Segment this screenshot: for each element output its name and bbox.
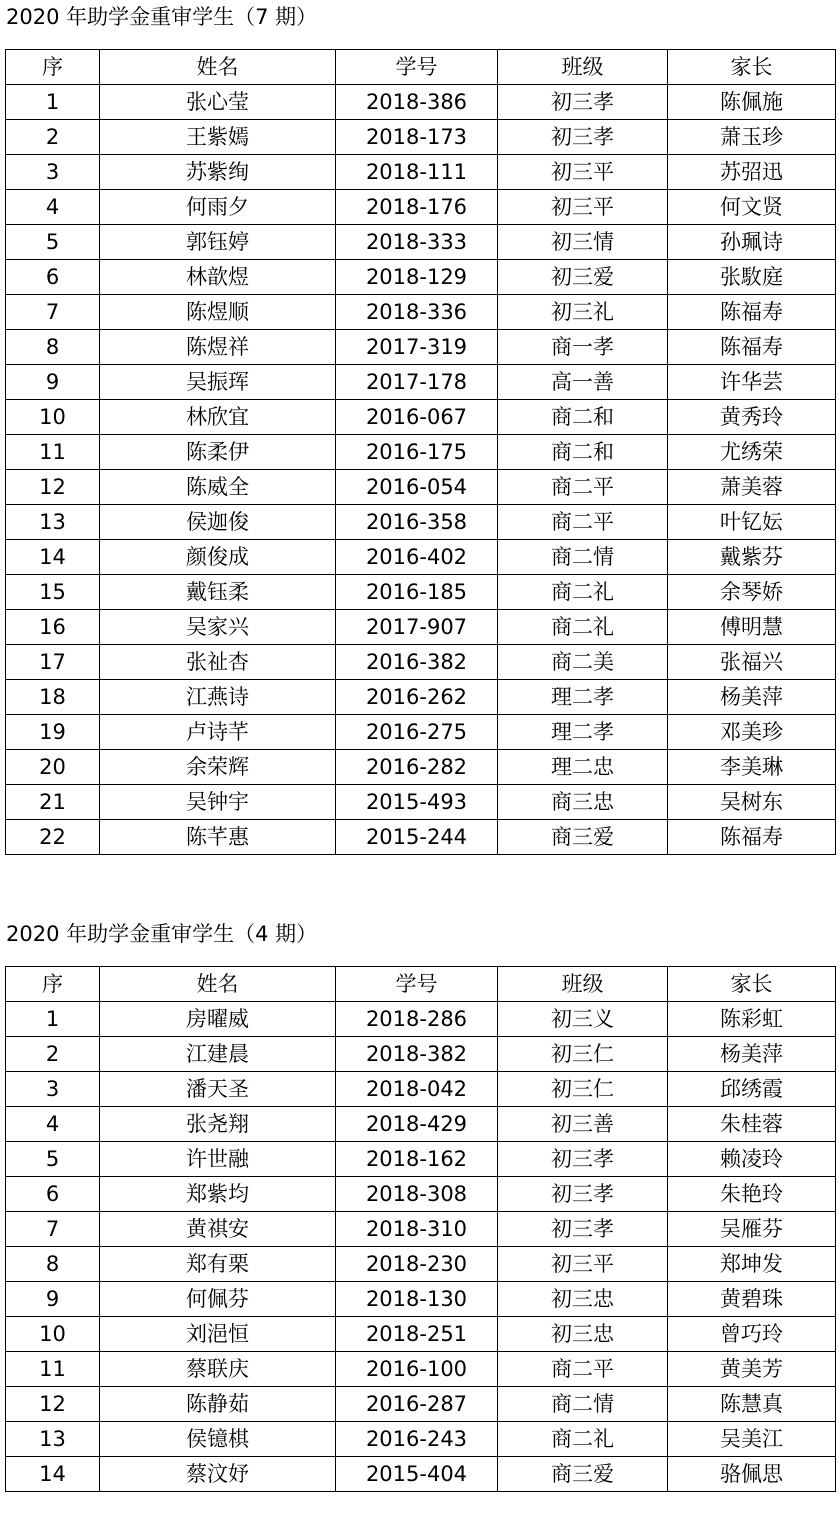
- cell-student-id: 2016-282: [336, 750, 498, 785]
- cell-student-id: 2015-404: [336, 1457, 498, 1492]
- cell-parent: 张駇庭: [668, 260, 836, 295]
- cell-index: 3: [6, 1072, 100, 1107]
- cell-parent: 孙珮诗: [668, 225, 836, 260]
- cell-student-name: 王紫嫣: [100, 120, 336, 155]
- header-parent: 家长: [668, 50, 836, 85]
- cell-index: 7: [6, 295, 100, 330]
- cell-student-name: 戴钰柔: [100, 575, 336, 610]
- cell-index: 14: [6, 540, 100, 575]
- cell-parent: 陈福寿: [668, 820, 836, 855]
- cell-class: 商二平: [498, 470, 668, 505]
- student-table-7: [5, 49, 836, 855]
- cell-parent: 陈福寿: [668, 295, 836, 330]
- header-class: 班级: [498, 967, 668, 1002]
- table-row: [6, 540, 836, 575]
- cell-student-id: 2018-251: [336, 1317, 498, 1352]
- cell-student-name: 张心莹: [100, 85, 336, 120]
- table-row: [6, 1072, 836, 1107]
- cell-student-id: 2018-286: [336, 1002, 498, 1037]
- cell-student-name: 郑紫均: [100, 1177, 336, 1212]
- cell-parent: 黄碧珠: [668, 1282, 836, 1317]
- cell-student-id: 2016-100: [336, 1352, 498, 1387]
- cell-student-id: 2016-262: [336, 680, 498, 715]
- cell-parent: 吴美江: [668, 1422, 836, 1457]
- cell-student-id: 2015-493: [336, 785, 498, 820]
- cell-class: 初三平: [498, 190, 668, 225]
- cell-class: 初三孝: [498, 1177, 668, 1212]
- cell-student-name: 房曜威: [100, 1002, 336, 1037]
- cell-parent: 何文贤: [668, 190, 836, 225]
- cell-student-id: 2018-336: [336, 295, 498, 330]
- table-row: [6, 435, 836, 470]
- table-row: [6, 645, 836, 680]
- cell-parent: 杨美萍: [668, 680, 836, 715]
- header-index: 序: [6, 967, 100, 1002]
- cell-index: 17: [6, 645, 100, 680]
- table-row: [6, 1177, 836, 1212]
- section-title-4: 2020 年助学金重审学生（4 期）: [6, 922, 318, 946]
- cell-class: 商二情: [498, 540, 668, 575]
- cell-student-name: 卢诗芊: [100, 715, 336, 750]
- cell-student-id: 2018-130: [336, 1282, 498, 1317]
- header-parent: 家长: [668, 967, 836, 1002]
- cell-class: 商二情: [498, 1387, 668, 1422]
- cell-parent: 曾巧玲: [668, 1317, 836, 1352]
- table-row: [6, 575, 836, 610]
- cell-student-id: 2016-067: [336, 400, 498, 435]
- cell-student-name: 颜俊成: [100, 540, 336, 575]
- cell-parent: 赖凌玲: [668, 1142, 836, 1177]
- cell-index: 11: [6, 1352, 100, 1387]
- cell-index: 10: [6, 1317, 100, 1352]
- cell-parent: 吴雁芬: [668, 1212, 836, 1247]
- cell-student-name: 陈芊惠: [100, 820, 336, 855]
- cell-index: 2: [6, 120, 100, 155]
- cell-index: 12: [6, 1387, 100, 1422]
- cell-class: 初三爱: [498, 260, 668, 295]
- cell-student-name: 吴钟宇: [100, 785, 336, 820]
- cell-class: 商三忠: [498, 785, 668, 820]
- table-row: [6, 85, 836, 120]
- cell-index: 10: [6, 400, 100, 435]
- table-row: [6, 295, 836, 330]
- cell-class: 初三孝: [498, 120, 668, 155]
- cell-class: 初三情: [498, 225, 668, 260]
- cell-student-id: 2016-243: [336, 1422, 498, 1457]
- cell-student-id: 2017-319: [336, 330, 498, 365]
- table-row: [6, 470, 836, 505]
- cell-parent: 戴紫芬: [668, 540, 836, 575]
- table-row: [6, 1387, 836, 1422]
- cell-student-id: 2018-176: [336, 190, 498, 225]
- cell-index: 6: [6, 260, 100, 295]
- cell-class: 商二和: [498, 435, 668, 470]
- cell-student-id: 2018-230: [336, 1247, 498, 1282]
- cell-student-id: 2016-185: [336, 575, 498, 610]
- cell-class: 商二礼: [498, 1422, 668, 1457]
- cell-student-id: 2015-244: [336, 820, 498, 855]
- cell-student-id: 2016-287: [336, 1387, 498, 1422]
- cell-parent: 黄秀玲: [668, 400, 836, 435]
- table-row: [6, 1002, 836, 1037]
- cell-student-name: 林歆煜: [100, 260, 336, 295]
- cell-student-name: 潘天圣: [100, 1072, 336, 1107]
- cell-student-name: 苏紫绚: [100, 155, 336, 190]
- cell-student-id: 2018-173: [336, 120, 498, 155]
- cell-parent: 傅明慧: [668, 610, 836, 645]
- cell-parent: 陈慧真: [668, 1387, 836, 1422]
- cell-class: 商二美: [498, 645, 668, 680]
- cell-student-name: 张尧翔: [100, 1107, 336, 1142]
- cell-class: 初三孝: [498, 1142, 668, 1177]
- cell-index: 7: [6, 1212, 100, 1247]
- cell-index: 13: [6, 1422, 100, 1457]
- table-row: [6, 1142, 836, 1177]
- table-row: [6, 365, 836, 400]
- cell-class: 初三礼: [498, 295, 668, 330]
- cell-parent: 陈佩施: [668, 85, 836, 120]
- header-name: 姓名: [100, 967, 336, 1002]
- cell-parent: 张福兴: [668, 645, 836, 680]
- cell-class: 高一善: [498, 365, 668, 400]
- cell-student-name: 陈煜祥: [100, 330, 336, 365]
- cell-index: 6: [6, 1177, 100, 1212]
- cell-index: 1: [6, 85, 100, 120]
- cell-student-name: 何佩芬: [100, 1282, 336, 1317]
- table-row: [6, 1282, 836, 1317]
- cell-student-id: 2018-333: [336, 225, 498, 260]
- student-table-4: [5, 966, 836, 1492]
- table-row: [6, 715, 836, 750]
- cell-parent: 萧玉珍: [668, 120, 836, 155]
- cell-student-id: 2018-308: [336, 1177, 498, 1212]
- cell-student-name: 陈煜顺: [100, 295, 336, 330]
- cell-index: 12: [6, 470, 100, 505]
- cell-parent: 郑坤发: [668, 1247, 836, 1282]
- header-name: 姓名: [100, 50, 336, 85]
- table-row: [6, 1212, 836, 1247]
- header-student-id: 学号: [336, 967, 498, 1002]
- cell-parent: 苏弨迅: [668, 155, 836, 190]
- cell-class: 初三仁: [498, 1072, 668, 1107]
- table-row: [6, 785, 836, 820]
- cell-class: 初三忠: [498, 1282, 668, 1317]
- table-row: [6, 820, 836, 855]
- cell-student-id: 2016-402: [336, 540, 498, 575]
- cell-class: 初三平: [498, 155, 668, 190]
- cell-student-id: 2018-129: [336, 260, 498, 295]
- cell-parent: 萧美蓉: [668, 470, 836, 505]
- cell-class: 理二孝: [498, 715, 668, 750]
- cell-student-name: 陈静茹: [100, 1387, 336, 1422]
- cell-class: 初三善: [498, 1107, 668, 1142]
- cell-index: 15: [6, 575, 100, 610]
- cell-class: 商三爱: [498, 1457, 668, 1492]
- cell-class: 初三义: [498, 1002, 668, 1037]
- cell-index: 20: [6, 750, 100, 785]
- cell-parent: 杨美萍: [668, 1037, 836, 1072]
- table-row: [6, 190, 836, 225]
- cell-student-name: 侯迦俊: [100, 505, 336, 540]
- table-row: [6, 400, 836, 435]
- cell-index: 11: [6, 435, 100, 470]
- table-row: [6, 1247, 836, 1282]
- cell-index: 22: [6, 820, 100, 855]
- cell-student-name: 陈威全: [100, 470, 336, 505]
- cell-student-name: 何雨夕: [100, 190, 336, 225]
- cell-parent: 余琴娇: [668, 575, 836, 610]
- cell-student-name: 江建晨: [100, 1037, 336, 1072]
- table-row: [6, 1457, 836, 1492]
- cell-class: 初三平: [498, 1247, 668, 1282]
- cell-class: 初三忠: [498, 1317, 668, 1352]
- cell-index: 4: [6, 1107, 100, 1142]
- table-row: [6, 505, 836, 540]
- table-header-row: [6, 50, 836, 85]
- header-index: 序: [6, 50, 100, 85]
- cell-parent: 尤绣荣: [668, 435, 836, 470]
- section-title-7: 2020 年助学金重审学生（7 期）: [6, 5, 318, 29]
- cell-index: 21: [6, 785, 100, 820]
- cell-class: 初三孝: [498, 1212, 668, 1247]
- cell-index: 8: [6, 330, 100, 365]
- table-row: [6, 1037, 836, 1072]
- cell-student-id: 2018-162: [336, 1142, 498, 1177]
- cell-student-name: 刘浥恒: [100, 1317, 336, 1352]
- cell-student-id: 2016-358: [336, 505, 498, 540]
- cell-student-id: 2018-386: [336, 85, 498, 120]
- cell-index: 16: [6, 610, 100, 645]
- cell-index: 8: [6, 1247, 100, 1282]
- cell-student-id: 2017-907: [336, 610, 498, 645]
- cell-index: 5: [6, 225, 100, 260]
- cell-class: 商二平: [498, 1352, 668, 1387]
- cell-class: 商二礼: [498, 610, 668, 645]
- table-row: [6, 750, 836, 785]
- cell-student-id: 2018-111: [336, 155, 498, 190]
- cell-class: 商二平: [498, 505, 668, 540]
- cell-index: 2: [6, 1037, 100, 1072]
- cell-parent: 邓美珍: [668, 715, 836, 750]
- cell-student-id: 2018-310: [336, 1212, 498, 1247]
- table-row: [6, 260, 836, 295]
- cell-parent: 叶钇妘: [668, 505, 836, 540]
- cell-student-name: 郑有栗: [100, 1247, 336, 1282]
- cell-student-name: 黄祺安: [100, 1212, 336, 1247]
- table-row: [6, 330, 836, 365]
- table-row: [6, 120, 836, 155]
- cell-parent: 许华芸: [668, 365, 836, 400]
- cell-index: 18: [6, 680, 100, 715]
- cell-parent: 吴树东: [668, 785, 836, 820]
- cell-student-name: 江燕诗: [100, 680, 336, 715]
- table-row: [6, 1422, 836, 1457]
- cell-parent: 李美琳: [668, 750, 836, 785]
- cell-student-name: 陈柔伊: [100, 435, 336, 470]
- cell-student-name: 郭钰婷: [100, 225, 336, 260]
- table-row: [6, 610, 836, 645]
- cell-student-name: 吴振珲: [100, 365, 336, 400]
- cell-student-id: 2016-054: [336, 470, 498, 505]
- cell-student-name: 侯镱棋: [100, 1422, 336, 1457]
- cell-parent: 朱艳玲: [668, 1177, 836, 1212]
- cell-index: 4: [6, 190, 100, 225]
- header-student-id: 学号: [336, 50, 498, 85]
- cell-class: 商三爱: [498, 820, 668, 855]
- table-row: [6, 1317, 836, 1352]
- table-row: [6, 225, 836, 260]
- cell-student-name: 余荣辉: [100, 750, 336, 785]
- cell-student-name: 蔡汶妤: [100, 1457, 336, 1492]
- cell-class: 初三孝: [498, 85, 668, 120]
- table-row: [6, 155, 836, 190]
- cell-class: 理二孝: [498, 680, 668, 715]
- cell-student-name: 张祉杏: [100, 645, 336, 680]
- cell-parent: 黄美芳: [668, 1352, 836, 1387]
- cell-student-id: 2016-175: [336, 435, 498, 470]
- header-class: 班级: [498, 50, 668, 85]
- cell-parent: 骆佩思: [668, 1457, 836, 1492]
- cell-student-name: 许世融: [100, 1142, 336, 1177]
- cell-index: 9: [6, 1282, 100, 1317]
- cell-class: 商二礼: [498, 575, 668, 610]
- cell-class: 理二忠: [498, 750, 668, 785]
- cell-parent: 朱桂蓉: [668, 1107, 836, 1142]
- cell-student-id: 2018-429: [336, 1107, 498, 1142]
- cell-class: 商一孝: [498, 330, 668, 365]
- table-row: [6, 680, 836, 715]
- table-row: [6, 1352, 836, 1387]
- table-row: [6, 1107, 836, 1142]
- table-header-row: [6, 967, 836, 1002]
- cell-parent: 陈福寿: [668, 330, 836, 365]
- cell-parent: 陈彩虹: [668, 1002, 836, 1037]
- cell-index: 5: [6, 1142, 100, 1177]
- cell-student-id: 2018-042: [336, 1072, 498, 1107]
- cell-student-name: 吴家兴: [100, 610, 336, 645]
- cell-student-id: 2017-178: [336, 365, 498, 400]
- cell-student-id: 2016-275: [336, 715, 498, 750]
- cell-index: 19: [6, 715, 100, 750]
- cell-student-name: 林欣宜: [100, 400, 336, 435]
- cell-student-id: 2016-382: [336, 645, 498, 680]
- cell-index: 13: [6, 505, 100, 540]
- cell-index: 9: [6, 365, 100, 400]
- cell-student-id: 2018-382: [336, 1037, 498, 1072]
- cell-index: 1: [6, 1002, 100, 1037]
- cell-class: 商二和: [498, 400, 668, 435]
- cell-index: 3: [6, 155, 100, 190]
- cell-student-name: 蔡联庆: [100, 1352, 336, 1387]
- cell-index: 14: [6, 1457, 100, 1492]
- cell-class: 初三仁: [498, 1037, 668, 1072]
- cell-parent: 邱绣霞: [668, 1072, 836, 1107]
